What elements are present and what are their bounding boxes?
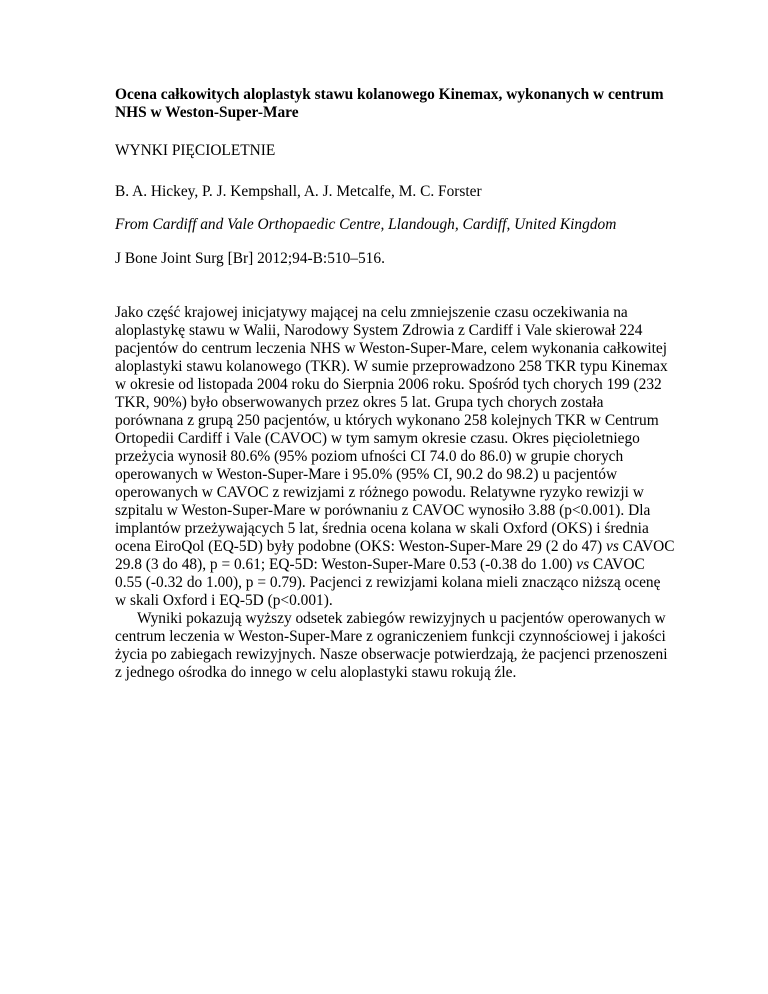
vs-italic-2: vs [576,556,590,573]
abstract-text-part-3: CAVOC 0.55 (-0.32 do 1.00), p = 0.79). Pacjenci z rewizjami kolana mieli znacząco niższą ocenę w skali Oxford i EQ-5D (p<0.001). [115,556,661,609]
abstract-paragraph-1 [115,304,675,610]
author-list: B. A. Hickey, P. J. Kempshall, A. J. Metcalfe, M. C. Forster [115,183,482,200]
affiliation: From Cardiff and Vale Orthopaedic Centre, Llandough, Cardiff, United Kingdom [115,216,617,233]
journal-citation: J Bone Joint Surg [Br] 2012;94-B:510–516. [115,250,385,267]
abstract-paragraph-2: Wyniki pokazują wyższy odsetek zabiegów rewizyjnych u pacjentów operowanych w centrum leczenia w Weston-Super-Mare z ograniczeniem funkcji czynnościowej i jakości życia po zabiegach rewizyjnych. Nasze obserwacje potwierdzają, że pacjenci przenoszeni z jednego ośrodka do innego w celu aloplastyki stawu rokują źle. [115,610,668,681]
abstract-text-part-1: Jako część krajowej inicjatywy mającej na celu zmniejszenie czasu oczekiwania na aloplastykę stawu w Walii, Narodowy System Zdrowia z Cardiff i Vale skierował 224 pacjentów do centrum leczenia NHS w Weston-Super-Mare, celem wykonania całkowitej aloplastyki stawu kolanowego (TKR). W sumie przeprowadzono 258 TKR typu Kinemax w okresie od listopada 2004 roku do Sierpnia 2006 roku. Spośród tych chorych 199 (232 TKR, 90%) było obserwowanych przez okres 5 lat. Grupa tych chorych została porównana z grupą 250 pacjentów, u których wykonano 258 kolejnych TKR w Centrum Ortopedii Cardiff i Vale (CAVOC) w tym samym okresie czasu. Okres pięcioletniego przeżycia wynosił 80.6% (95% poziom ufności CI 74.0 do 86.0) w grupie chorych operowanych w Weston-Super-Mare i 95.0% (95% CI, 90.2 do 98.2) u pacjentów operowanych w CAVOC z rewizjami z różnego powodu. Relatywne ryzyko rewizji w szpitalu w Weston-Super-Mare w porównaniu z CAVOC wynosiło 3.88 (p<0.001). Dla implantów przeżywających 5 lat, średnia ocena kolana w skali Oxford (OKS) i średnia ocena EiroQol (EQ-5D) były podobne (OKS: Weston-Super-Mare 29 (2 do 47) [115,304,668,555]
abstract [115,304,675,682]
article-title: Ocena całkowitych aloplastyk stawu kolanowego Kinemax, wykonanych w centrum NHS w Weston-Super-Mare [115,86,664,121]
vs-italic-1: vs [606,538,619,555]
article-subtitle: WYNKI PIĘCIOLETNIE [115,142,276,159]
abstract-text-part-2: CAVOC 29.8 (3 do 48), p = 0.61; EQ-5D: Weston-Super-Mare 0.53 (-0.38 do 1.00) [115,538,675,573]
